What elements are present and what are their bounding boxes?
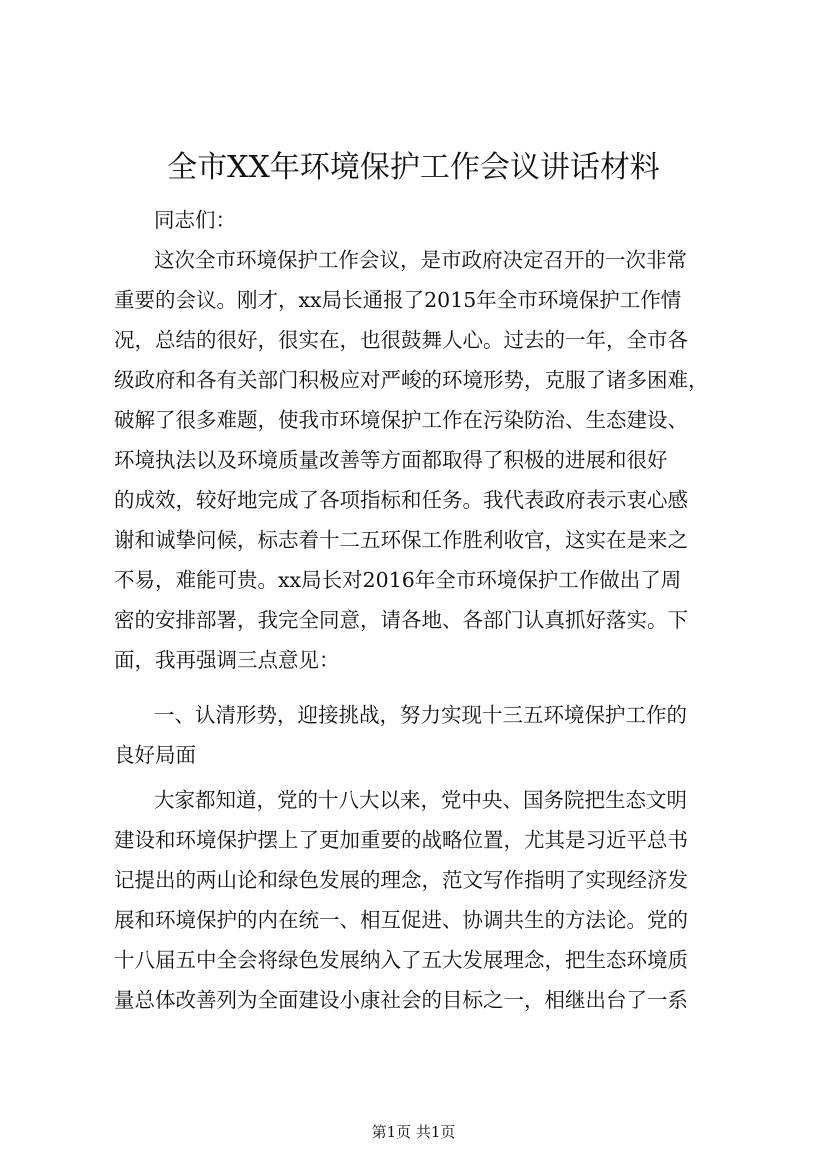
body-line: 况，总结的很好，很实在，也很鼓舞人心。过去的一年，全市各 [114, 328, 688, 352]
body-line: 密的安排部署，我完全同意，请各地、各部门认真抓好落实。下 [114, 608, 688, 632]
body-line: 这次全市环境保护工作会议，是市政府决定召开的一次非常 [154, 248, 687, 272]
section-heading-continued: 良好局面 [114, 743, 196, 767]
body-line: 记提出的两山论和绿色发展的理念，范文写作指明了实现经济发 [114, 868, 688, 892]
body-line: 重要的会议。刚才，xx局长通报了2015年全市环境保护工作情 [114, 288, 682, 312]
body-line: 破解了很多难题，使我市环境保护工作在污染防治、生态建设、 [114, 408, 688, 432]
body-line: 谢和诚挚问候，标志着十二五环保工作胜利收官，这实在是来之 [114, 528, 688, 552]
body-line: 十八届五中全会将绿色发展纳入了五大发展理念，把生态环境质 [114, 948, 688, 972]
salutation: 同志们： [154, 208, 236, 232]
body-line: 展和环境保护的内在统一、相互促进、协调共生的方法论。党的 [114, 908, 688, 932]
body-line: 量总体改善列为全面建设小康社会的目标之一，相继出台了一系 [114, 988, 688, 1012]
document-title: 全市XX年环境保护工作会议讲话材料 [167, 150, 660, 185]
body-line: 的成效，较好地完成了各项指标和任务。我代表政府表示衷心感 [114, 488, 688, 512]
body-line: 环境执法以及环境质量改善等方面都取得了积极的进展和很好 [114, 448, 668, 472]
section-heading: 一、认清形势，迎接挑战，努力实现十三五环境保护工作的 [154, 703, 687, 727]
body-line: 建设和环境保护摆上了更加重要的战略位置，尤其是习近平总书 [114, 828, 688, 852]
body-line: 不易，难能可贵。xx局长对2016年全市环境保护工作做出了周 [114, 568, 682, 592]
body-line: 面，我再强调三点意见： [114, 648, 340, 672]
body-line: 大家都知道，党的十八大以来，党中央、国务院把生态文明 [154, 788, 687, 812]
body-line: 级政府和各有关部门积极应对严峻的环境形势，克服了诸多困难， [114, 368, 709, 392]
page-footer: 第1页 共1页 [371, 1123, 456, 1141]
